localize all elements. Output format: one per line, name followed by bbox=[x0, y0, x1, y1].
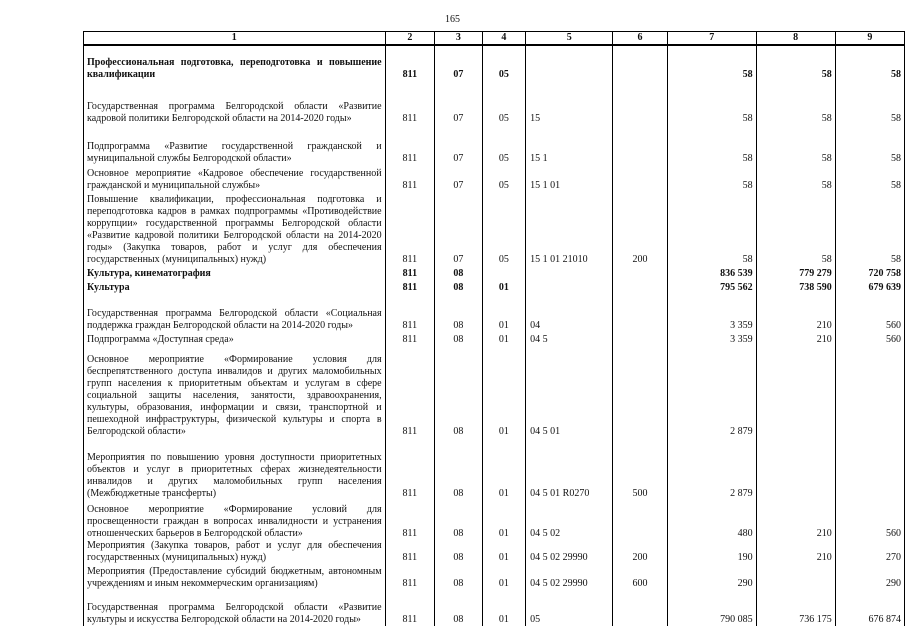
amount-2018: 836 539 bbox=[667, 266, 756, 280]
section-code: 08 bbox=[435, 438, 482, 500]
target-article-code: 15 1 01 bbox=[526, 165, 613, 192]
amount-2019: 58 bbox=[756, 81, 835, 125]
item-name: Основное мероприятие «Формирование условия для беспрепятственного доступа инвалидов и других маломобильных групп населения к приоритетным объектам и услугам в сфере социальной защиты населения, занятости, здравоохранения, культуры, образования, информации и связи, транспортной и пешеходной инфраструктуры, физической культуры и спорта в Белгородской области» bbox=[84, 346, 386, 438]
amount-2018: 290 bbox=[667, 564, 756, 590]
subsection-code: 01 bbox=[482, 280, 526, 294]
expense-type-code bbox=[613, 590, 667, 626]
header-row bbox=[84, 32, 905, 46]
subsection-code: 01 bbox=[482, 500, 526, 540]
subsection-code: 05 bbox=[482, 81, 526, 125]
target-article-code: 04 5 02 29990 bbox=[526, 564, 613, 590]
section-code: 08 bbox=[435, 280, 482, 294]
amount-2018: 58 bbox=[667, 192, 756, 266]
header-col-8: 8 bbox=[756, 32, 835, 46]
amount-2019: 210 bbox=[756, 540, 835, 564]
chapter-code: 811 bbox=[385, 266, 435, 280]
target-article-code: 15 1 bbox=[526, 125, 613, 165]
chapter-code: 811 bbox=[385, 590, 435, 626]
target-article-code: 04 5 bbox=[526, 332, 613, 346]
chapter-code: 811 bbox=[385, 438, 435, 500]
target-article-code: 04 5 02 bbox=[526, 500, 613, 540]
amount-2019: 58 bbox=[756, 192, 835, 266]
amount-2020: 720 758 bbox=[835, 266, 904, 280]
amount-2018: 58 bbox=[667, 81, 756, 125]
amount-2019: 779 279 bbox=[756, 266, 835, 280]
chapter-code: 811 bbox=[385, 294, 435, 332]
amount-2018: 3 359 bbox=[667, 332, 756, 346]
target-article-code: 04 bbox=[526, 294, 613, 332]
item-name: Государственная программа Белгородской области «Социальная поддержка граждан Белгородской области на 2014-2020 годы» bbox=[84, 294, 386, 332]
header-col-2: 2 bbox=[385, 32, 435, 46]
amount-2019: 210 bbox=[756, 294, 835, 332]
section-code: 08 bbox=[435, 294, 482, 332]
table-row bbox=[84, 280, 905, 294]
amount-2019: 738 590 bbox=[756, 280, 835, 294]
amount-2018: 2 879 bbox=[667, 346, 756, 438]
section-code: 08 bbox=[435, 564, 482, 590]
subsection-code: 01 bbox=[482, 590, 526, 626]
section-code: 08 bbox=[435, 540, 482, 564]
amount-2019 bbox=[756, 438, 835, 500]
chapter-code: 811 bbox=[385, 500, 435, 540]
subsection-code: 01 bbox=[482, 346, 526, 438]
header-col-4: 4 bbox=[482, 32, 526, 46]
expense-type-code: 200 bbox=[613, 540, 667, 564]
amount-2020: 58 bbox=[835, 125, 904, 165]
chapter-code: 811 bbox=[385, 165, 435, 192]
expense-type-code bbox=[613, 294, 667, 332]
table-row bbox=[84, 266, 905, 280]
amount-2018: 58 bbox=[667, 165, 756, 192]
table-row bbox=[84, 45, 905, 81]
table-row bbox=[84, 346, 905, 438]
chapter-code: 811 bbox=[385, 125, 435, 165]
item-name: Подпрограмма «Доступная среда» bbox=[84, 332, 386, 346]
expense-type-code bbox=[613, 332, 667, 346]
subsection-code: 01 bbox=[482, 564, 526, 590]
item-name: Культура, кинематография bbox=[84, 266, 386, 280]
expense-type-code bbox=[613, 266, 667, 280]
section-code: 08 bbox=[435, 266, 482, 280]
amount-2019: 210 bbox=[756, 500, 835, 540]
section-code: 08 bbox=[435, 332, 482, 346]
budget-table bbox=[83, 31, 905, 626]
amount-2020: 58 bbox=[835, 81, 904, 125]
target-article-code: 05 bbox=[526, 590, 613, 626]
section-code: 07 bbox=[435, 165, 482, 192]
table-row bbox=[84, 165, 905, 192]
expense-type-code: 200 bbox=[613, 192, 667, 266]
section-code: 08 bbox=[435, 590, 482, 626]
expense-type-code bbox=[613, 165, 667, 192]
section-code: 07 bbox=[435, 45, 482, 81]
expense-type-code bbox=[613, 125, 667, 165]
table-row bbox=[84, 500, 905, 540]
section-code: 08 bbox=[435, 500, 482, 540]
amount-2020 bbox=[835, 346, 904, 438]
item-name: Мероприятия (Предоставление субсидий бюджетным, автономным учреждениям и иным некоммерческим организациям) bbox=[84, 564, 386, 590]
chapter-code: 811 bbox=[385, 540, 435, 564]
amount-2020: 58 bbox=[835, 45, 904, 81]
section-code: 08 bbox=[435, 346, 482, 438]
item-name: Мероприятия (Закупка товаров, работ и услуг для обеспечения государственных (муниципальных) нужд) bbox=[84, 540, 386, 564]
target-article-code: 04 5 02 29990 bbox=[526, 540, 613, 564]
amount-2020: 560 bbox=[835, 332, 904, 346]
table-row bbox=[84, 564, 905, 590]
expense-type-code: 500 bbox=[613, 438, 667, 500]
subsection-code: 05 bbox=[482, 45, 526, 81]
amount-2019 bbox=[756, 346, 835, 438]
header-col-1: 1 bbox=[84, 32, 386, 46]
target-article-code bbox=[526, 45, 613, 81]
subsection-code bbox=[482, 266, 526, 280]
item-name: Профессиональная подготовка, переподготовка и повышение квалификации bbox=[84, 45, 386, 81]
amount-2020: 560 bbox=[835, 294, 904, 332]
amount-2018: 795 562 bbox=[667, 280, 756, 294]
amount-2018: 480 bbox=[667, 500, 756, 540]
expense-type-code bbox=[613, 346, 667, 438]
chapter-code: 811 bbox=[385, 332, 435, 346]
chapter-code: 811 bbox=[385, 45, 435, 81]
table-row bbox=[84, 125, 905, 165]
amount-2020: 679 639 bbox=[835, 280, 904, 294]
header-col-9: 9 bbox=[835, 32, 904, 46]
header-col-5: 5 bbox=[526, 32, 613, 46]
header-col-3: 3 bbox=[435, 32, 482, 46]
item-name: Повышение квалификации, профессиональная подготовка и переподготовка кадров в рамках подпрограммы «Противодействие коррупции» государственной программы Белгородской области «Развитие кадровой политики Белгородской области на 2014-2020 годы» (Закупка товаров, работ и услуг для обеспечения государственных (муниципальных) нужд) bbox=[84, 192, 386, 266]
item-name: Подпрограмма «Развитие государственной гражданской и муниципальной службы Белгородской области» bbox=[84, 125, 386, 165]
table-row bbox=[84, 438, 905, 500]
subsection-code: 01 bbox=[482, 540, 526, 564]
subsection-code: 01 bbox=[482, 438, 526, 500]
amount-2020: 560 bbox=[835, 500, 904, 540]
target-article-code bbox=[526, 266, 613, 280]
subsection-code: 05 bbox=[482, 192, 526, 266]
table-row bbox=[84, 192, 905, 266]
amount-2019: 58 bbox=[756, 45, 835, 81]
chapter-code: 811 bbox=[385, 192, 435, 266]
amount-2018: 2 879 bbox=[667, 438, 756, 500]
table-row bbox=[84, 294, 905, 332]
target-article-code: 04 5 01 R0270 bbox=[526, 438, 613, 500]
chapter-code: 811 bbox=[385, 280, 435, 294]
header-col-6: 6 bbox=[613, 32, 667, 46]
target-article-code bbox=[526, 280, 613, 294]
amount-2019: 210 bbox=[756, 332, 835, 346]
section-code: 07 bbox=[435, 81, 482, 125]
amount-2019 bbox=[756, 564, 835, 590]
amount-2018: 58 bbox=[667, 125, 756, 165]
chapter-code: 811 bbox=[385, 81, 435, 125]
item-name: Мероприятия по повышению уровня доступности приоритетных объектов и услуг в приоритетных сферах жизнедеятельности инвалидов и других маломобильных групп населения (Межбюджетные трансферты) bbox=[84, 438, 386, 500]
amount-2019: 736 175 bbox=[756, 590, 835, 626]
page-number: 165 bbox=[445, 14, 460, 25]
target-article-code: 15 bbox=[526, 81, 613, 125]
item-name: Основное мероприятие «Формирование условий для просвещенности граждан в вопросах инвалидности и устранения отношенческих барьеров в Белгородской области» bbox=[84, 500, 386, 540]
table-row bbox=[84, 590, 905, 626]
target-article-code: 04 5 01 bbox=[526, 346, 613, 438]
section-code: 07 bbox=[435, 125, 482, 165]
subsection-code: 01 bbox=[482, 332, 526, 346]
expense-type-code bbox=[613, 81, 667, 125]
amount-2020: 270 bbox=[835, 540, 904, 564]
expense-type-code bbox=[613, 500, 667, 540]
target-article-code: 15 1 01 21010 bbox=[526, 192, 613, 266]
section-code: 07 bbox=[435, 192, 482, 266]
chapter-code: 811 bbox=[385, 564, 435, 590]
subsection-code: 05 bbox=[482, 125, 526, 165]
amount-2020: 290 bbox=[835, 564, 904, 590]
item-name: Государственная программа Белгородской области «Развитие кадровой политики Белгородской области на 2014-2020 годы» bbox=[84, 81, 386, 125]
subsection-code: 05 bbox=[482, 165, 526, 192]
table-row bbox=[84, 81, 905, 125]
amount-2020: 58 bbox=[835, 192, 904, 266]
amount-2020: 58 bbox=[835, 165, 904, 192]
amount-2018: 58 bbox=[667, 45, 756, 81]
amount-2018: 3 359 bbox=[667, 294, 756, 332]
item-name: Культура bbox=[84, 280, 386, 294]
amount-2020: 676 874 bbox=[835, 590, 904, 626]
expense-type-code: 600 bbox=[613, 564, 667, 590]
table-row bbox=[84, 332, 905, 346]
expense-type-code bbox=[613, 280, 667, 294]
subsection-code: 01 bbox=[482, 294, 526, 332]
table-row bbox=[84, 540, 905, 564]
amount-2018: 190 bbox=[667, 540, 756, 564]
amount-2019: 58 bbox=[756, 125, 835, 165]
chapter-code: 811 bbox=[385, 346, 435, 438]
amount-2018: 790 085 bbox=[667, 590, 756, 626]
amount-2020 bbox=[835, 438, 904, 500]
expense-type-code bbox=[613, 45, 667, 81]
item-name: Основное мероприятие «Кадровое обеспечение государственной гражданской и муниципальной службы» bbox=[84, 165, 386, 192]
amount-2019: 58 bbox=[756, 165, 835, 192]
header-col-7: 7 bbox=[667, 32, 756, 46]
item-name: Государственная программа Белгородской области «Развитие культуры и искусства Белгородской области на 2014-2020 годы» bbox=[84, 590, 386, 626]
